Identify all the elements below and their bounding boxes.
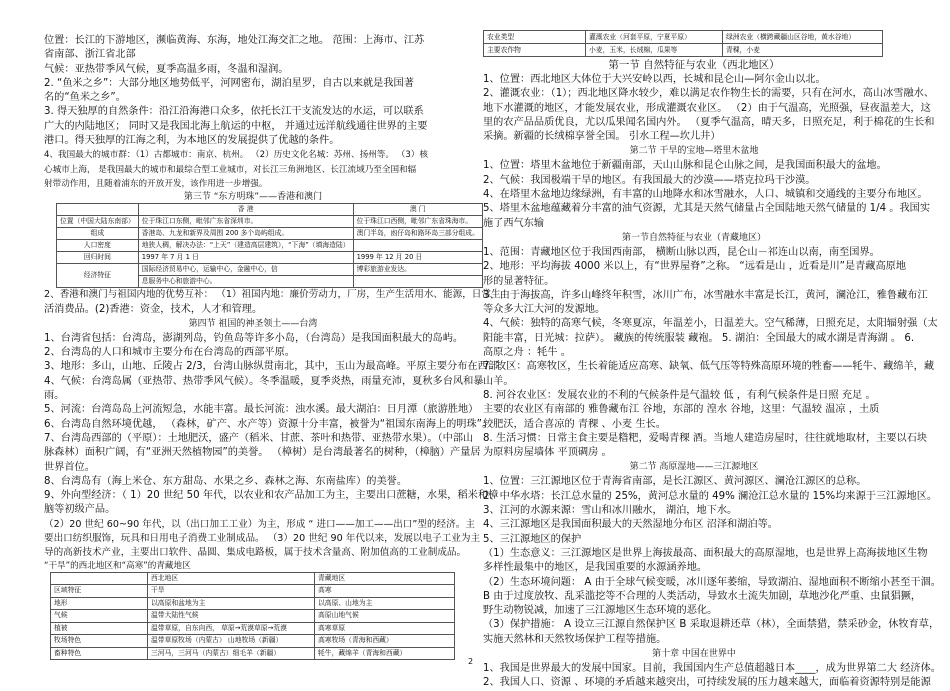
text-line: 里的农产品品质优良，尤以瓜果闻名国内外。 （夏季气温高，晴天多，日照充足，利于棉花的生长和 <box>483 116 935 128</box>
table-cell: 香港岛、九龙和新界及周围 200 多个岛屿组成。 <box>138 228 353 240</box>
text-line: 地下水灌溉的地区，才能发展农业，形成灌溉农业区。 （2）由于气温高，光照强，昼夜温差大，这 <box>483 102 931 114</box>
table-cell: 牦牛，藏绵羊（青海和西藏） <box>315 647 455 660</box>
right-column <box>483 30 941 691</box>
table-cell: 以高原和盆地为主 <box>148 597 315 610</box>
text-line: 2、台湾岛的人口和城市主要分布在台湾岛的西部平原。 <box>44 347 295 359</box>
table-header-row <box>51 572 455 585</box>
chapter-title-china-world: 第十章 中国在世界中 <box>652 648 736 659</box>
table-cell: 地形 <box>51 597 148 610</box>
text-line: 山羊。 <box>483 375 514 387</box>
text-line: 较肥沃，适合喜凉的 青稞 、小麦 生长。 <box>483 418 666 430</box>
table-header-cell: 青藏地区 <box>315 572 455 585</box>
text-line: 实施天然林和天然牧场保护工程等措施。 <box>483 633 667 645</box>
text-block-b <box>483 159 931 230</box>
section-title-qinghai-tibet: 第一节自然特征与农业（青藏地区） <box>621 232 766 243</box>
text-line: 省南部、浙江省北部 <box>44 49 136 61</box>
table-cell: 农业类型 <box>484 31 586 44</box>
table-header-cell: 澳 门 <box>353 204 482 216</box>
text-line: 位置：长江的下游地区，濒临黄海、东海，地处江海交汇之地。 范围：上海市、江苏 <box>44 35 425 46</box>
table-cell: 畜种特色 <box>51 647 148 660</box>
table-row <box>484 31 883 44</box>
table-cell: 绿洲农业（横跨藏疆山区谷地，黄水谷地） <box>723 31 883 44</box>
text-line: 6、台湾岛自然环境优越， （森林，矿产、水产等）资源十分丰富，被誉为“祖国东南海上的明珠”。 <box>44 418 493 430</box>
table-cell: 位置（中国大陆东南部） <box>57 216 139 228</box>
text-line: 4、我国最大的城市群：（1）古都城市：南京、杭州。 （2）历史文化名城：苏州、扬州等。 （3）核 <box>44 150 428 161</box>
table-nw-title: “干旱”的西北地区和“高寒”的青藏地区 <box>44 560 191 571</box>
table-cell: 人口密度 <box>57 240 139 252</box>
table-row <box>51 647 455 660</box>
text-line: 活消费品。(2)香港：资金，技术，人才和管理。 <box>44 303 263 315</box>
agriculture-type-table <box>483 30 883 57</box>
table-cell: 灌溉农业（河套平原，宁夏平原） <box>586 31 723 44</box>
table-cell: 高寒 <box>315 585 455 598</box>
text-line: 多样性最集中的地区，是我国重要的水源涵养地。 <box>483 562 708 574</box>
text-line: 2、我国人口、资源 、环境的矛盾越来越突出，可持续发展的压力越来越大，面临着资源特别是能源 <box>483 677 931 689</box>
text-line: 2、地形：平均海拔 4000 米以上，有“世界屋脊”之称。 “远看是山 ，近看是川”是青藏高原地 <box>483 261 907 273</box>
table-cell: 气候 <box>51 610 148 623</box>
table-row <box>51 585 455 598</box>
text-line: 脑等初级产品。 <box>44 504 116 516</box>
text-line: 港口。得天独厚的江海之利，为本地区的发展提供了优越的条件。 <box>44 135 340 147</box>
text-block-a <box>483 73 935 144</box>
hongkong-macau-table <box>56 203 483 288</box>
text-line: （2）20 世纪 60~90 年代，以（出口加工工业）为主，形成 “ 进口——加工——出口”型的经济。主 <box>44 518 475 530</box>
table-cell: 牧场特色 <box>51 635 148 648</box>
table-hk-title: 第三节 “东方明珠”——香港和澳门 <box>183 192 323 203</box>
text-line: 高原之舟 ：牦牛 。 <box>483 347 571 359</box>
text-line: 7、台湾岛西部的（平原）：土地肥沃，盛产（稻米、甘蔗、茶叶和热带、亚热带水果）。（中部山 <box>44 432 474 444</box>
table-cell: 高原山地气候 <box>315 610 455 623</box>
text-line: 2、中华水塔：长江总水量的 25%，黄河总水量的 49% 澜沧江总水量的 15%均来源于三江源地区。 <box>483 490 938 502</box>
text-line: 4、气候：台湾岛属（亚热带、热带季风气候）。冬季温暖，夏季炎热，雨量充沛，夏秋多台风和暴 <box>44 375 484 387</box>
text-line: 1、我国是世界最大的发展中国家。目前，我国国内生产总值超越日本____，成为世界第二大 经济体。 <box>483 662 941 674</box>
text-line: 名的“鱼米之乡”。 <box>44 92 126 104</box>
table-cell: 经济特征 <box>57 264 139 288</box>
table-row <box>51 597 455 610</box>
text-block-a <box>44 34 462 191</box>
text-line: 导的高新技术产业，主要出口软件、晶圆、集成电路板，属于技术含量高、附加值高的工业制成品。 <box>44 547 467 559</box>
text-block-e <box>483 662 941 691</box>
table-cell: 位于珠江口西侧，毗邻广东省珠海市。 <box>353 216 482 228</box>
table-cell: 国际经济贸易中心，运输中心，金融中心，信 <box>138 264 353 276</box>
section-title-sanjiangyuan: 第二节 高原湿地——三江源地区 <box>629 462 759 473</box>
table-cell: 回归时间 <box>57 252 139 264</box>
text-line: 8. 生活习惯：日常主食主要是糌粑，爱喝青稞 酒。当地人建造房屋时，往往就地取材，主要以石块 <box>483 432 928 444</box>
text-line: 为原料房屋墙体 平顶碉房 。 <box>483 447 612 459</box>
text-block-b <box>44 288 501 317</box>
text-line: 7. 牧区：高寒牧区，生长着能适应高寒、缺氧、低气压等特殊高原环境的牲畜——牦牛、藏绵羊，藏 <box>483 361 935 373</box>
table-cell: 1999 年 12 月 20 日 <box>353 252 482 264</box>
table-cell: 植被 <box>51 622 148 635</box>
text-line: （2）生态环境问题： A 由于全球气候变暖，冰川逐年萎缩，导致湖泊、湿地面积不断缩小甚至干涸。 <box>483 576 941 588</box>
table-cell: 位于珠江口东侧，毗邻广东省深圳市。 <box>138 216 353 228</box>
text-line: 气候：亚热带季风气候，夏季高温多雨，冬温和湿润。 <box>44 63 289 75</box>
table-cell: 地狭人稠，解决办法：“上天”（建造高层建筑），“下海”（填海造陆） <box>138 240 353 252</box>
text-line: 1、位置：西北地区大体位于大兴安岭以西，长城和昆仑山—阿尔金山以北。 <box>483 74 826 85</box>
text-line: 世界首位。 <box>44 461 95 473</box>
table-cell: 博彩旅游业发达。 <box>353 264 482 276</box>
text-line: 8、台湾岛有（海上米仓、东方甜岛、水果之乡、森林之海、东南盐库）的美誉。 <box>44 475 408 487</box>
text-line: 2. “鱼米之乡”：大部分地区地势低平，河网密布，湖泊星罗，自古以来就是我国著 <box>44 77 414 89</box>
northwest-qinghai-tibet-table <box>50 572 455 661</box>
table-cell: 主要农作物 <box>484 44 586 57</box>
table-cell <box>353 240 482 252</box>
table-header-row <box>57 204 483 216</box>
table-row <box>57 264 483 276</box>
table-row <box>57 216 483 228</box>
table-cell <box>353 276 482 288</box>
table-cell: 息服务中心和旅游中心。 <box>138 276 353 288</box>
section-title-taiwan: 第四节 祖国的神圣领土——台湾 <box>188 318 318 329</box>
text-line: 广大的内陆地区； 同时又是我国北海上航运的中枢， 并通过远洋航线通往世界的主要 <box>44 120 428 132</box>
table-cell: 区域特征 <box>51 585 148 598</box>
table-header-cell <box>51 572 148 585</box>
text-line: 射带动作用，且随着浦东的开放开发，该作用进一步增强。 <box>44 178 268 189</box>
text-line: 形的显著特征。 <box>483 275 555 287</box>
table-cell: 青稞，小麦 <box>723 44 883 57</box>
table-cell: 组成 <box>57 228 139 240</box>
text-line: 3、由于海拔高，许多山峰终年积雪，冰川广布，冰雪融水丰富是长江，黄河，澜沧江，雅鲁藏布江 <box>483 289 928 301</box>
table-row <box>51 622 455 635</box>
text-line: （3）保护措施： A 设立三江源自然保护区 B 采取退耕还草（林），全面禁猎，禁采砂金，休牧育草， <box>483 619 940 631</box>
text-line: 1、位置：塔里木盆地位于新疆南部，天山山脉和昆仑山脉之间，是我国面积最大的盆地。 <box>483 160 887 172</box>
table-cell: 以高原、山地为主 <box>315 597 455 610</box>
table-header-cell: 香 港 <box>138 204 353 216</box>
text-line: 3、地形：多山，山地、丘陵占 2/3，台湾山脉纵贯南北，其中，玉山为最高峰。平原主要分布在西部。 <box>44 361 509 373</box>
text-line: 5、三江源地区的保护 <box>483 533 582 545</box>
text-block-c <box>483 246 938 460</box>
text-line: 1、台湾省包括：台湾岛，澎湖列岛，钓鱼岛等许多小岛，（台湾岛）是我国面积最大的岛屿。 <box>44 332 464 344</box>
text-line: 施了西气东输 <box>483 217 545 229</box>
text-line: 雨。 <box>44 390 65 402</box>
table-cell: 高寒牧场（青海和西藏） <box>315 635 455 648</box>
text-line: 4、在塔里木盆地边缘绿洲，有丰富的山地降水和冰雪融水，人口、城镇和交通线的主要分布地区。 <box>483 189 928 201</box>
text-line: 野生动物锐减，加速了三江源地区生态环境的恶化。 <box>483 605 718 617</box>
page-number: 2 <box>468 657 474 666</box>
table-header-cell <box>57 204 139 216</box>
table-cell: 三河马，三河马（内蒙古）细毛羊（新疆） <box>148 647 315 660</box>
section-title-northwest: 第一节 自然特征与农业（西北地区） <box>608 59 780 71</box>
text-line: 4、气候：独特的高寒气候，冬寒夏凉，年温差小，日温差大。空气稀薄，日照充足，太阳辐射强（太 <box>483 318 938 330</box>
table-cell: 干旱 <box>148 585 315 598</box>
section-title-tarim: 第二节 干旱的宝地—塔里木盆地 <box>629 146 759 157</box>
table-row <box>57 252 483 264</box>
table-cell: 1997 年 7 月 1 日 <box>138 252 353 264</box>
text-line: 等众多大江大河的发源地。 <box>483 304 606 316</box>
text-line: 3、江河的水源来源：雪山和冰川融水， 湖泊，地下水。 <box>483 505 738 517</box>
table-row <box>51 610 455 623</box>
text-line: 阳能丰富，日光城：拉萨）。 藏族的传统服装 藏袍。 5. 湖泊：全国最大的咸水湖是青海湖 。 6. <box>483 332 915 344</box>
table-cell: 温带草原，自东向西， 草原→荒漠草原→荒漠 <box>148 622 315 635</box>
table-cell: 高寒草原 <box>315 622 455 635</box>
text-line: 2、气候：我国极端干旱的地区。有我国最大的沙漠——塔克拉玛干沙漠。 <box>483 174 816 186</box>
text-line: 采摘。新疆的长绒棉享誉全国。 引水工程—坎儿井） <box>483 131 721 143</box>
text-line: 要出口纺织服饰，玩具和日用电子消费工业制成品。 （3）20 世纪 90 年代以来，发展以电子工业为主 <box>44 533 481 545</box>
text-line: 5、塔里木盆地蕴藏着分丰富的油气资源，尤其是天然气储量占全国陆地天然气储量的 1/4 。我国实 <box>483 203 931 215</box>
text-line: 4、三江源地区是我国面积最大的天然湿地分布区 沼泽和湖泊等。 <box>483 519 778 531</box>
text-line: 5、河流：台湾岛岛上河流短急，水能丰富。最长河流：浊水溪。最大湖泊：日月潭（旅游胜地） <box>44 404 479 416</box>
text-line: 3. 得天独厚的自然条件：沿江沿海港口众多，依托长江干支流发达的水运，可以联系 <box>44 106 424 118</box>
table-cell: 小麦，玉米，长绒棉，瓜果等 <box>586 44 723 57</box>
table-row <box>57 228 483 240</box>
text-line: 9、外向型经济：（ 1）20 世纪 50 年代，以农业和农产品加工为主，主要出口蔗糖，水果，稻米和樟 <box>44 490 499 502</box>
table-row <box>51 635 455 648</box>
text-line: 1、位置：三江源地区位于青海省南部，是长江源区、黄河源区、澜沧江源区的总称。 <box>483 476 867 488</box>
table-row <box>484 44 883 57</box>
table-cell: 温带草原牧场（内蒙古） 山地牧场（新疆） <box>148 635 315 648</box>
text-block-d <box>483 475 941 647</box>
table-cell: 澳门半岛，凼仔岛和路环岛三部分组成。 <box>353 228 482 240</box>
text-line: 2、香港和澳门与祖国内地的优势互补： （1）祖国内地：廉价劳动力，厂房，生产生活用水、能源，日常生 <box>44 289 501 301</box>
text-line: 8. 河谷农业区：发展农业的不利的气候条件是气温较 低 ，有利气候条件是日照 充足 。 <box>483 389 876 401</box>
text-line: 脉森林）面积广阔，有“亚洲天然植物园”的美誉。 （樟树）是台湾最著名的树种，（樟脑）产量居 <box>44 447 481 459</box>
table-row <box>57 240 483 252</box>
table-cell: 温带大陆性气候 <box>148 610 315 623</box>
text-line: B 由于过度放牧、乱采滥挖等不合理的人类活动，导致水土流失加剧，草地沙化严重、虫鼠猖獗， <box>483 590 922 602</box>
text-line: 1、范围：青藏地区位于我国西南部， 横断山脉以西，昆仑山－祁连山以南，南至国界。 <box>483 246 880 258</box>
text-line: 2、灌溉农业：（1）；西北地区降水较少，难以满足农作物生长的需要，只有在河水，高山冰雪融水、 <box>483 88 935 100</box>
table-header-cell: 西北地区 <box>148 572 315 585</box>
text-line: 心城市上海， 是我国最大的城市和最综合型工业城市，对长江三角洲地区、长江流域乃至全国和辐 <box>44 164 417 175</box>
text-line: （1）生态意义：三江源地区是世界上海拔最高、面积最大的高原湿地，也是世界上高海拔地区生物 <box>483 547 928 559</box>
text-line: 主要的农业区有南部的 雅鲁藏布江 谷地，东部的 湟水 谷地，这里：气温较 温凉 ，土质 <box>483 404 880 416</box>
